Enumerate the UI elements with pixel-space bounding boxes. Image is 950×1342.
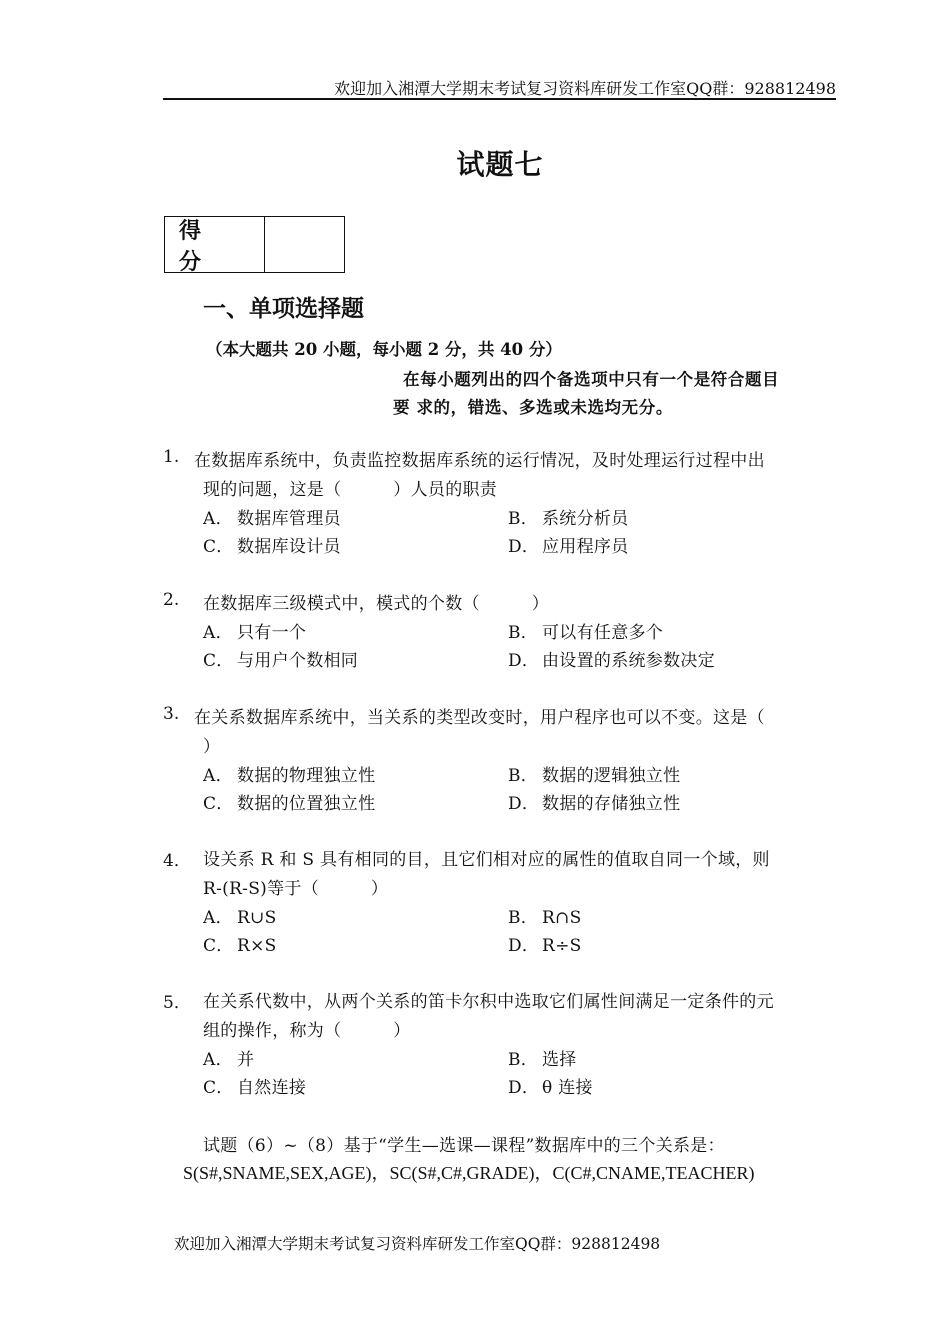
section-instructions-line3: 要 求的，错选、多选或未选均无分。 (393, 398, 673, 417)
option-c[interactable]: C． 数据的位置独立性 (203, 794, 376, 814)
question-line: 组的操作，称为（ ） (203, 1020, 411, 1041)
question-line: 在数据库系统中，负责监控数据库系统的运行情况，及时处理运行过程中出 (194, 451, 765, 471)
option-a[interactable]: A． R∪S (203, 908, 277, 928)
question-line: 在数据库三级模式中，模式的个数（ ） (203, 594, 549, 614)
header-rule (163, 98, 836, 100)
option-a[interactable]: A． 数据库管理员 (203, 509, 341, 529)
question-line: 在关系数据库系统中，当关系的类型改变时，用户程序也可以不变。这是（ (194, 708, 765, 728)
option-b[interactable]: B． 可以有任意多个 (508, 623, 664, 643)
question-number: 1. (163, 447, 180, 467)
question-line: R-(R-S)等于（ ） (203, 878, 389, 899)
option-d[interactable]: D． 应用程序员 (508, 537, 629, 557)
option-b[interactable]: B． 数据的逻辑独立性 (508, 766, 681, 786)
question-line: 设关系 R 和 S 具有相同的目，且它们相对应的属性的值取自同一个域，则 (203, 850, 770, 870)
question-number: 5． (163, 993, 191, 1013)
option-c[interactable]: C． 与用户个数相同 (203, 651, 359, 671)
question-text (203, 988, 836, 1045)
question-line: 在关系代数中，从两个关系的笛卡尔积中选取它们属性间满足一定条件的元 (203, 992, 774, 1012)
option-a[interactable]: A． 并 (203, 1050, 255, 1070)
option-d[interactable]: D． θ 连接 (508, 1078, 593, 1098)
question-number: 2. (163, 590, 180, 610)
intro-text-line1: 试题（6）~（8）基于“学生—选课—课程”数据库中的三个关系是： (203, 1136, 725, 1156)
question-line: ） (203, 736, 221, 757)
section-instructions-line1: （本大题共 20 小题，每小题 2 分，共 40 分） (206, 340, 562, 359)
question-text (194, 704, 836, 761)
page-header-text: 欢迎加入湘潭大学期末考试复习资料库研发工作室QQ群：928812498 (334, 79, 836, 98)
option-b[interactable]: B． R∩S (508, 908, 582, 928)
score-value (265, 217, 344, 272)
question-text (194, 447, 836, 504)
exam-title: 试题七 (456, 148, 544, 181)
question-line: 现的问题，这是（ ）人员的职责 (203, 479, 498, 500)
option-d[interactable]: D． 数据的存储独立性 (508, 794, 681, 814)
score-label: 得 分 (165, 217, 265, 272)
option-c[interactable]: C． 数据库设计员 (203, 537, 341, 557)
section-instructions-line2: 在每小题列出的四个备选项中只有一个是符合题目 (403, 370, 780, 389)
intro-text-line2: S(S#,SNAME,SEX,AGE)，SC(S#,C#,GRADE)，C(C#,CNAME,TEACHER) (183, 1163, 755, 1183)
option-b[interactable]: B． 选择 (508, 1050, 577, 1070)
question-text (203, 846, 836, 903)
question-number: 3. (163, 704, 180, 724)
option-d[interactable]: D． R÷S (508, 936, 582, 956)
option-c[interactable]: C． R×S (203, 936, 277, 956)
option-c[interactable]: C． 自然连接 (203, 1078, 307, 1098)
option-d[interactable]: D． 由设置的系统参数决定 (508, 651, 715, 671)
option-a[interactable]: A． 只有一个 (203, 623, 307, 643)
question-number: 4． (163, 851, 191, 871)
page-footer-text: 欢迎加入湘潭大学期末考试复习资料库研发工作室QQ群：928812498 (174, 1235, 661, 1253)
option-b[interactable]: B． 系统分析员 (508, 509, 629, 529)
score-box (164, 216, 345, 273)
section-heading: 一、单项选择题 (203, 296, 364, 322)
question-text (203, 590, 836, 619)
option-a[interactable]: A． 数据的物理独立性 (203, 766, 376, 786)
